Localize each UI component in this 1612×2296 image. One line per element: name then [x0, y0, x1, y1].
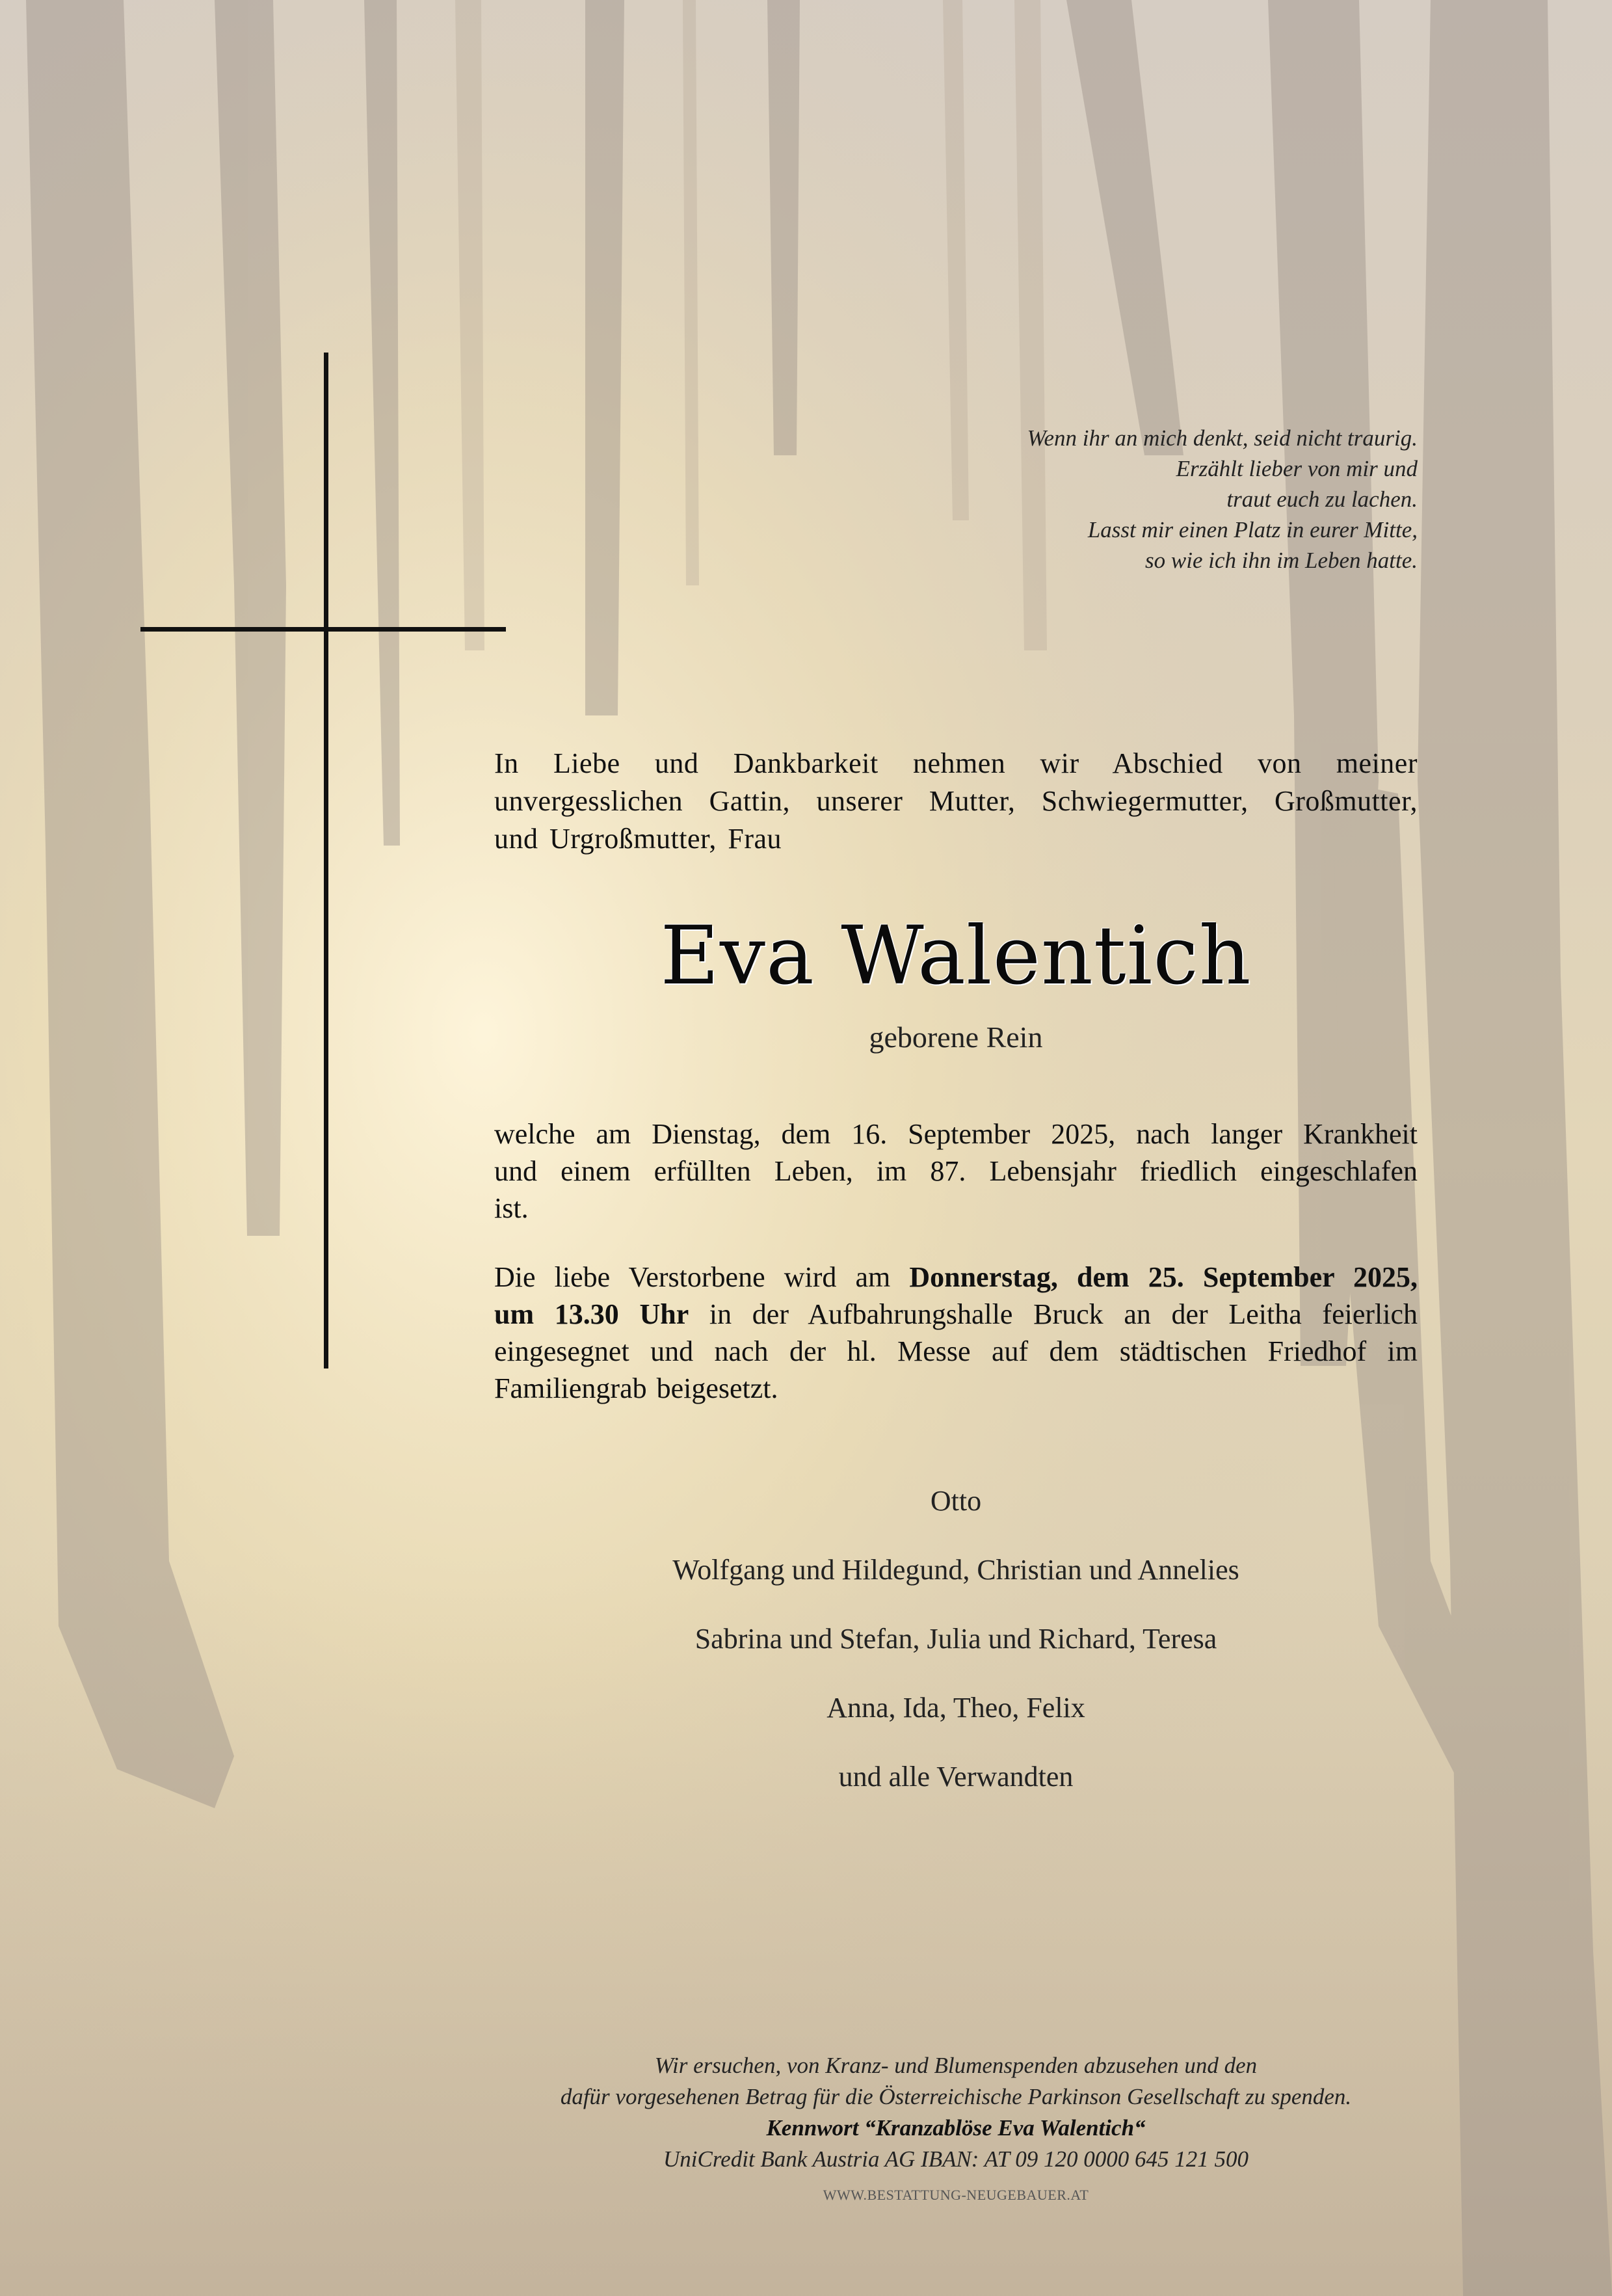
funeral-line: eingesegnet und nach der hl. Messe auf dem städtischen Friedhof im	[494, 1335, 1418, 1367]
bank-details: UniCredit Bank Austria AG IBAN: AT 09 120 0000 645 121 500	[663, 2146, 1249, 2172]
mourner-row: und alle Verwandten	[838, 1761, 1074, 1793]
poem-line: so wie ich ihn im Leben hatte.	[1145, 548, 1418, 573]
death-notice-line: welche am Dienstag, dem 16. September 2025, nach langer Krankheit	[494, 1118, 1418, 1150]
funeral-text: Die liebe Verstorbene wird am	[494, 1261, 891, 1293]
poem-line: Wenn ihr an mich denkt, seid nicht traurig.	[1027, 425, 1418, 451]
intro-line: unvergesslichen Gattin, unserer Mutter, Schwiegermutter, Großmutter,	[494, 785, 1418, 817]
donation-request	[455, 2050, 1457, 2175]
poem-line: Lasst mir einen Platz in eurer Mitte,	[1087, 517, 1418, 542]
donation-line: Wir ersuchen, von Kranz- und Blumenspenden abzusehen und den	[654, 2053, 1258, 2078]
memorial-poem	[832, 423, 1418, 576]
funeral-details-paragraph	[494, 1259, 1418, 1407]
poem-line: traut euch zu lachen.	[1226, 487, 1418, 512]
intro-line: und Urgroßmutter, Frau	[494, 823, 782, 855]
mourner-row: Anna, Ida, Theo, Felix	[826, 1692, 1085, 1724]
funeral-line: Familiengrab beigesetzt.	[494, 1372, 778, 1404]
donation-line: dafür vorgesehenen Betrag für die Österreichische Parkinson Gesellschaft zu spenden.	[560, 2084, 1352, 2109]
cross-vertical-bar	[324, 353, 328, 1368]
mourner-row: Sabrina und Stefan, Julia und Richard, Teresa	[694, 1623, 1217, 1655]
funeral-time: um 13.30 Uhr	[494, 1298, 689, 1330]
death-notice-line: ist.	[494, 1192, 529, 1224]
funeral-date: Donnerstag, dem 25. September 2025,	[909, 1261, 1418, 1293]
intro-paragraph	[494, 745, 1418, 858]
funeral-line	[494, 1259, 1418, 1296]
funeral-home-url: WWW.BESTATTUNG-NEUGEBAUER.AT	[823, 2187, 1089, 2203]
cross-horizontal-bar	[140, 627, 506, 632]
mourner-row: Otto	[930, 1485, 982, 1517]
mourners-list	[494, 1483, 1418, 1828]
mourner-row: Wolfgang und Hildegund, Christian und Annelies	[672, 1554, 1239, 1586]
funeral-text: in der Aufbahrungshalle Bruck an der Leitha feierlich	[709, 1298, 1418, 1330]
death-notice-line: und einem erfüllten Leben, im 87. Lebensjahr friedlich eingeschlafen	[494, 1155, 1418, 1187]
donation-keyword: Kennwort “Kranzablöse Eva Walentich“	[766, 2115, 1146, 2141]
poem-line: Erzählt lieber von mir und	[1176, 456, 1418, 481]
intro-line: In Liebe und Dankbarkeit nehmen wir Abschied von meiner	[494, 747, 1418, 779]
death-notice-paragraph	[494, 1115, 1418, 1227]
maiden-name: geborene Rein	[869, 1021, 1043, 1054]
funeral-line	[494, 1296, 1418, 1333]
deceased-name: Eva Walentich	[660, 909, 1252, 1003]
